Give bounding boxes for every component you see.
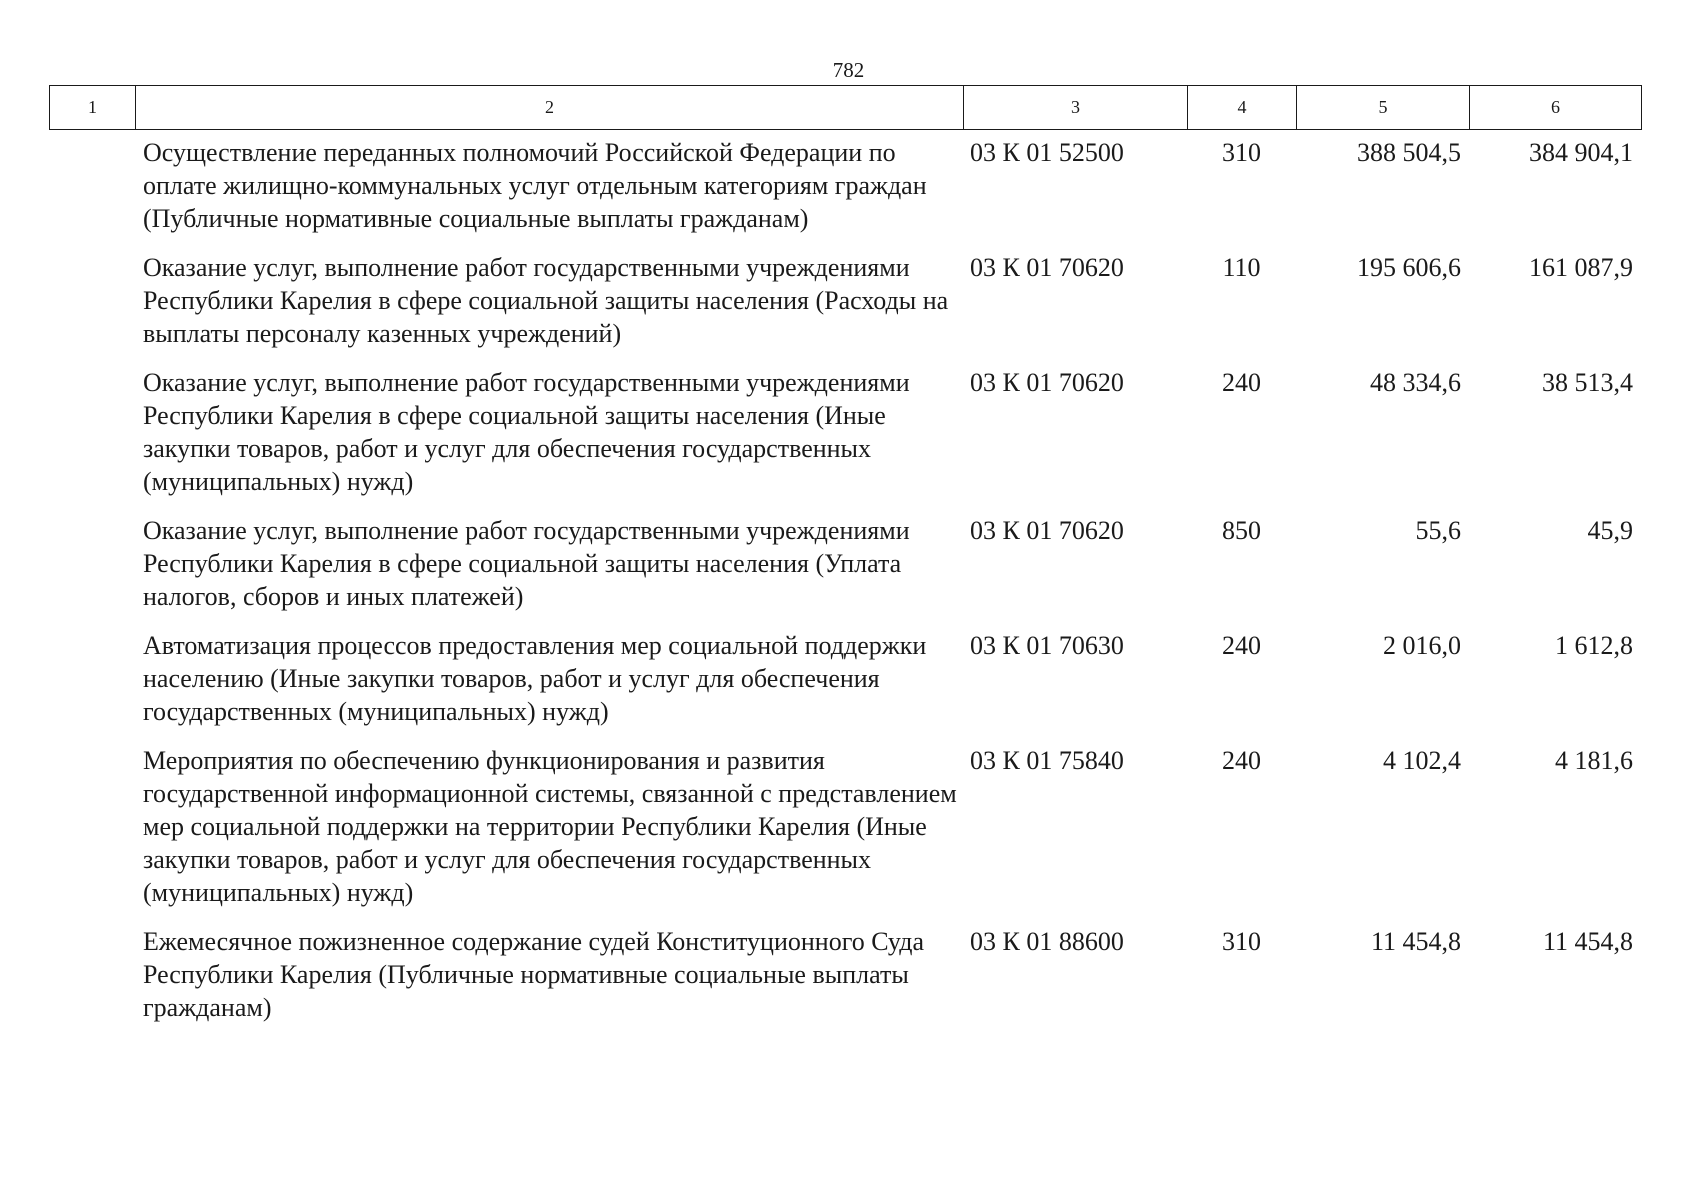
row-amount-1: 11 454,8 [1370, 927, 1461, 956]
row-description: Ежемесячное пожизненное содержание судей Конституционного Суда Республики Карелия (Публичные нормативные социальные выплаты гражданам) [143, 927, 925, 1022]
row-description: Автоматизация процессов предоставления мер социальной поддержки населению (Иные закупки товаров, работ и услуг для обеспечения государственных (муниципальных) нужд) [143, 631, 927, 726]
row-description: Оказание услуг, выполнение работ государственными учреждениями Республики Карелия в сфере социальной защиты населения (Расходы на выплаты персоналу казенных учреждений) [143, 253, 949, 348]
row-amount-1: 195 606,6 [1357, 253, 1461, 282]
column-header-4: 4 [1188, 86, 1297, 130]
row-amount-2: 11 454,8 [1542, 927, 1633, 956]
row-amount-1: 55,6 [1415, 516, 1461, 545]
column-header-1: 1 [50, 86, 136, 130]
row-target-code: 03 К 01 88600 [970, 927, 1124, 956]
table-row [49, 925, 1641, 1040]
row-index-cell [49, 251, 135, 366]
table-row [49, 136, 1641, 251]
row-amount-2: 45,9 [1587, 516, 1633, 545]
row-amount-1: 4 102,4 [1383, 746, 1461, 775]
budget-table-body [49, 136, 1641, 1040]
table-row [49, 629, 1641, 744]
row-amount-2: 1 612,8 [1555, 631, 1633, 660]
row-description: Оказание услуг, выполнение работ государственными учреждениями Республики Карелия в сфере социальной защиты населения (Уплата налогов, сборов и иных платежей) [143, 516, 910, 611]
row-amount-2: 38 513,4 [1542, 368, 1633, 397]
column-header-row [50, 86, 1642, 130]
row-expense-type: 110 [1222, 253, 1261, 282]
row-target-code: 03 К 01 70630 [970, 631, 1124, 660]
row-amount-1: 2 016,0 [1383, 631, 1461, 660]
column-header-3: 3 [964, 86, 1188, 130]
row-amount-2: 384 904,1 [1529, 138, 1633, 167]
column-header-6: 6 [1470, 86, 1642, 130]
row-expense-type: 240 [1222, 746, 1261, 775]
row-expense-type: 850 [1222, 516, 1261, 545]
table-row [49, 366, 1641, 514]
row-amount-1: 48 334,6 [1370, 368, 1461, 397]
row-amount-1: 388 504,5 [1357, 138, 1461, 167]
row-target-code: 03 К 01 70620 [970, 368, 1124, 397]
column-header-5: 5 [1297, 86, 1470, 130]
row-description: Мероприятия по обеспечению функционирования и развития государственной информационной системы, связанной с представлением мер социальной поддержки на территории Республики Карелия (Иные закупки товаров, работ и услуг для обеспечения государственных (муниципальных) нужд) [143, 746, 957, 907]
row-description: Оказание услуг, выполнение работ государственными учреждениями Республики Карелия в сфере социальной защиты населения (Иные закупки товаров, работ и услуг для обеспечения государственных (муниципальных) нужд) [143, 368, 910, 496]
row-expense-type: 240 [1222, 368, 1261, 397]
row-target-code: 03 К 01 70620 [970, 253, 1124, 282]
row-index-cell [49, 629, 135, 744]
row-expense-type: 310 [1222, 927, 1261, 956]
row-expense-type: 240 [1222, 631, 1261, 660]
row-target-code: 03 К 01 70620 [970, 516, 1124, 545]
page-number: 782 [832, 58, 865, 82]
row-expense-type: 310 [1222, 138, 1261, 167]
column-header-table [49, 85, 1642, 130]
row-index-cell [49, 514, 135, 629]
row-target-code: 03 К 01 75840 [970, 746, 1124, 775]
row-index-cell [49, 136, 135, 251]
table-row [49, 514, 1641, 629]
row-amount-2: 161 087,9 [1529, 253, 1633, 282]
row-index-cell [49, 366, 135, 514]
row-index-cell [49, 925, 135, 1040]
row-index-cell [49, 744, 135, 925]
row-target-code: 03 К 01 52500 [970, 138, 1124, 167]
column-header-2: 2 [136, 86, 964, 130]
row-amount-2: 4 181,6 [1555, 746, 1633, 775]
table-row [49, 744, 1641, 925]
row-description: Осуществление переданных полномочий Российской Федерации по оплате жилищно-коммунальных услуг отдельным категориям граждан (Публичные нормативные социальные выплаты гражданам) [143, 138, 927, 233]
table-row [49, 251, 1641, 366]
